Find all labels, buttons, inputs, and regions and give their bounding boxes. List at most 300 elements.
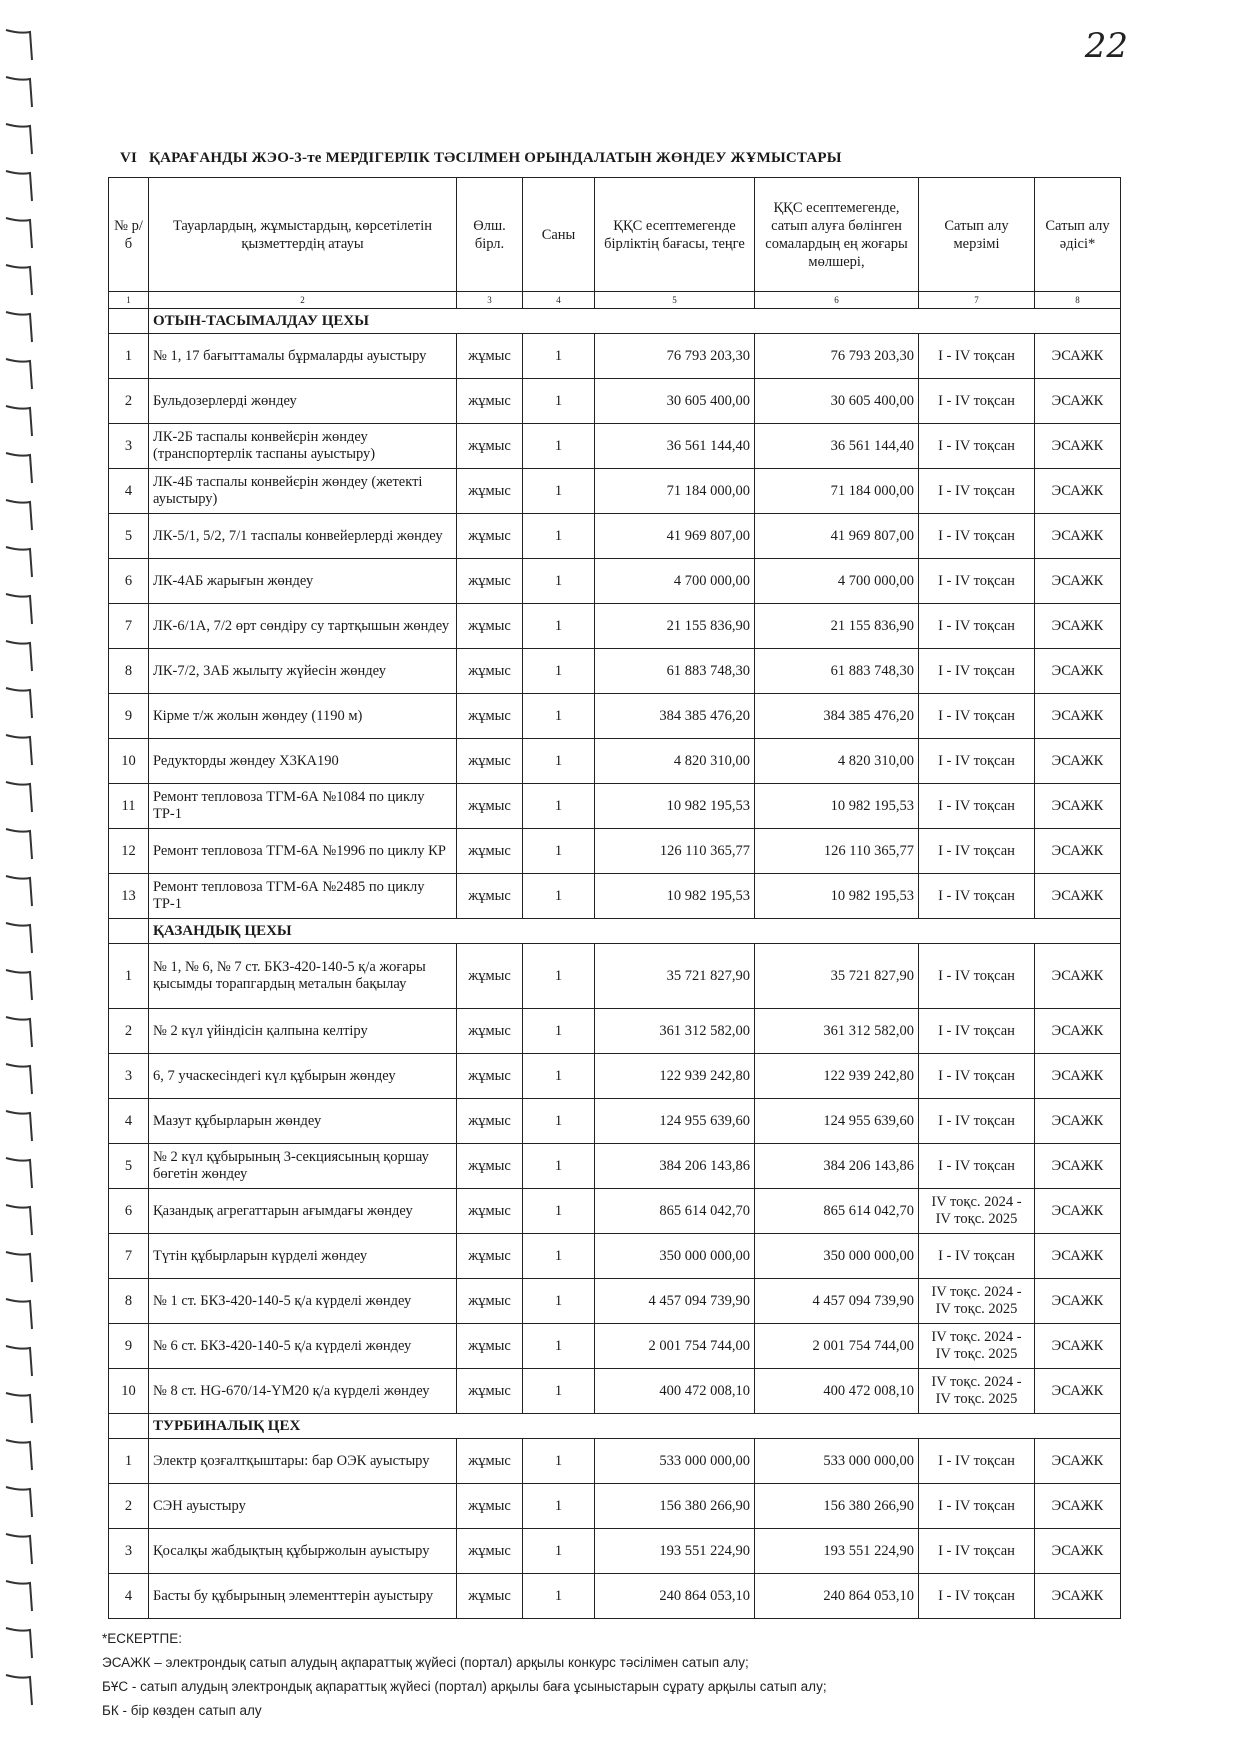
table-row [109,1099,1121,1144]
unit-price-cell: 10 982 195,53 [595,874,755,919]
row-number: 5 [109,1144,149,1189]
row-number: 11 [109,784,149,829]
binding-mark [6,923,32,953]
max-amount-cell: 122 939 242,80 [755,1054,919,1099]
unit-price-cell: 61 883 748,30 [595,649,755,694]
quantity-cell: 1 [523,694,595,739]
quantity-cell: 1 [523,1484,595,1529]
purchase-period-cell: I - IV тоқсан [919,694,1035,739]
max-amount-cell: 4 820 310,00 [755,739,919,784]
unit-price-cell: 36 561 144,40 [595,424,755,469]
unit-cell: жұмыс [457,1439,523,1484]
purchase-method-cell: ЭСАЖК [1035,1484,1121,1529]
row-number: 4 [109,1099,149,1144]
work-name: 6, 7 учаскесіндегі күл құбырын жөндеу [149,1054,457,1099]
purchase-method-cell: ЭСАЖК [1035,1574,1121,1619]
binding-mark [6,1675,32,1705]
row-number: 3 [109,424,149,469]
header-price: ҚҚС есептемегенде бірліктің бағасы, теңге [595,178,755,292]
row-number: 4 [109,469,149,514]
purchase-period-cell: I - IV тоқсан [919,604,1035,649]
quantity-cell: 1 [523,874,595,919]
binding-mark [6,1158,32,1188]
purchase-method-cell: ЭСАЖК [1035,944,1121,1009]
quantity-cell: 1 [523,829,595,874]
binding-mark [6,265,32,295]
column-number: 4 [523,292,595,309]
unit-cell: жұмыс [457,944,523,1009]
unit-price-cell: 71 184 000,00 [595,469,755,514]
section-empty-cell [109,309,149,334]
row-number: 3 [109,1054,149,1099]
section-number: VI [120,150,138,166]
table-row [109,469,1121,514]
purchase-period-cell: I - IV тоқсан [919,1054,1035,1099]
quantity-cell: 1 [523,1054,595,1099]
table-row [109,829,1121,874]
purchase-method-cell: ЭСАЖК [1035,1054,1121,1099]
work-name: № 2 күл үйіндісін қалпына келтіру [149,1009,457,1054]
quantity-cell: 1 [523,1439,595,1484]
binding-mark [6,359,32,389]
purchase-period-cell: I - IV тоқсан [919,1529,1035,1574]
purchase-period-cell: I - IV тоқсан [919,514,1035,559]
purchase-period-cell: IV тоқс. 2024 - IV тоқс. 2025 [919,1189,1035,1234]
unit-price-cell: 350 000 000,00 [595,1234,755,1279]
table-row [109,379,1121,424]
section-title: ОТЫН-ТАСЫМАЛДАУ ЦЕХЫ [149,309,1121,334]
quantity-cell: 1 [523,784,595,829]
handwritten-page-number: 22 [1084,26,1128,66]
unit-cell: жұмыс [457,379,523,424]
binding-mark [6,688,32,718]
max-amount-cell: 41 969 807,00 [755,514,919,559]
binding-mark [6,1299,32,1329]
row-number: 13 [109,874,149,919]
quantity-cell: 1 [523,1189,595,1234]
binding-mark [6,594,32,624]
unit-price-cell: 384 206 143,86 [595,1144,755,1189]
work-name: Ремонт тепловоза ТГМ-6А №1084 по циклу ТР-1 [149,784,457,829]
table-row [109,1574,1121,1619]
unit-cell: жұмыс [457,559,523,604]
purchase-method-cell: ЭСАЖК [1035,1234,1121,1279]
max-amount-cell: 35 721 827,90 [755,944,919,1009]
max-amount-cell: 361 312 582,00 [755,1009,919,1054]
unit-price-cell: 4 820 310,00 [595,739,755,784]
header-unit: Өлш. бірл. [457,178,523,292]
purchase-method-cell: ЭСАЖК [1035,1369,1121,1414]
header-method: Сатып алу әдісі* [1035,178,1121,292]
row-number: 8 [109,1279,149,1324]
unit-cell: жұмыс [457,694,523,739]
row-number: 7 [109,1234,149,1279]
binding-mark [6,1064,32,1094]
column-number: 8 [1035,292,1121,309]
purchase-method-cell: ЭСАЖК [1035,1529,1121,1574]
unit-cell: жұмыс [457,784,523,829]
max-amount-cell: 350 000 000,00 [755,1234,919,1279]
quantity-cell: 1 [523,424,595,469]
unit-price-cell: 122 939 242,80 [595,1054,755,1099]
purchase-period-cell: I - IV тоқсан [919,1144,1035,1189]
unit-price-cell: 2 001 754 744,00 [595,1324,755,1369]
purchase-method-cell: ЭСАЖК [1035,604,1121,649]
work-name: ЛК-4АБ жарығын жөндеу [149,559,457,604]
header-qty: Саны [523,178,595,292]
unit-price-cell: 384 385 476,20 [595,694,755,739]
purchase-period-cell: I - IV тоқсан [919,1574,1035,1619]
unit-cell: жұмыс [457,1234,523,1279]
row-number: 1 [109,334,149,379]
max-amount-cell: 156 380 266,90 [755,1484,919,1529]
max-amount-cell: 124 955 639,60 [755,1099,919,1144]
row-number: 1 [109,1439,149,1484]
unit-price-cell: 30 605 400,00 [595,379,755,424]
binding-mark [6,1205,32,1235]
table-row [109,1234,1121,1279]
binding-mark [6,171,32,201]
binding-edge [0,0,50,1754]
row-number: 7 [109,604,149,649]
unit-cell: жұмыс [457,829,523,874]
work-name: Ремонт тепловоза ТГМ-6А №2485 по циклу ТР-1 [149,874,457,919]
header-num: № р/б [109,178,149,292]
column-number: 5 [595,292,755,309]
column-number-row [109,292,1121,309]
quantity-cell: 1 [523,944,595,1009]
max-amount-cell: 126 110 365,77 [755,829,919,874]
purchase-period-cell: I - IV тоқсан [919,1009,1035,1054]
section-title: ТУРБИНАЛЫҚ ЦЕХ [149,1414,1121,1439]
quantity-cell: 1 [523,379,595,424]
row-number: 9 [109,1324,149,1369]
max-amount-cell: 30 605 400,00 [755,379,919,424]
binding-mark [6,1487,32,1517]
table-row [109,1054,1121,1099]
unit-price-cell: 4 700 000,00 [595,559,755,604]
unit-price-cell: 193 551 224,90 [595,1529,755,1574]
header-name: Тауарлардың, жұмыстардың, көрсетілетін қызметтердің атауы [149,178,457,292]
unit-cell: жұмыс [457,424,523,469]
max-amount-cell: 865 614 042,70 [755,1189,919,1234]
max-amount-cell: 400 472 008,10 [755,1369,919,1414]
purchase-method-cell: ЭСАЖК [1035,649,1121,694]
purchase-period-cell: I - IV тоқсан [919,1439,1035,1484]
row-number: 6 [109,559,149,604]
binding-mark [6,1017,32,1047]
unit-cell: жұмыс [457,1009,523,1054]
purchase-period-cell: IV тоқс. 2024 - IV тоқс. 2025 [919,1369,1035,1414]
binding-mark [6,453,32,483]
quantity-cell: 1 [523,514,595,559]
header-row [109,178,1121,292]
max-amount-cell: 4 457 094 739,90 [755,1279,919,1324]
row-number: 2 [109,379,149,424]
binding-mark [6,1346,32,1376]
binding-mark [6,1628,32,1658]
purchase-period-cell: I - IV тоқсан [919,1234,1035,1279]
notes-heading: *ЕСКЕРТПЕ: [102,1631,182,1646]
unit-price-cell: 35 721 827,90 [595,944,755,1009]
row-number: 9 [109,694,149,739]
max-amount-cell: 240 864 053,10 [755,1574,919,1619]
max-amount-cell: 384 385 476,20 [755,694,919,739]
binding-mark [6,876,32,906]
row-number: 10 [109,739,149,784]
binding-mark [6,312,32,342]
row-number: 2 [109,1484,149,1529]
unit-price-cell: 126 110 365,77 [595,829,755,874]
column-number: 6 [755,292,919,309]
row-number: 12 [109,829,149,874]
binding-mark [6,970,32,1000]
column-number: 7 [919,292,1035,309]
title-text: ҚАРАҒАНДЫ ЖЭО-3-те МЕРДІГЕРЛІК ТӘСІЛМЕН ОРЫНДАЛАТЫН ЖӨНДЕУ ЖҰМЫСТАРЫ [149,150,842,166]
row-number: 8 [109,649,149,694]
unit-cell: жұмыс [457,649,523,694]
purchase-period-cell: I - IV тоқсан [919,739,1035,784]
unit-cell: жұмыс [457,874,523,919]
max-amount-cell: 71 184 000,00 [755,469,919,514]
work-name: № 1, 17 бағыттамалы бұрмаларды ауыстыру [149,334,457,379]
section-header-row [109,919,1121,944]
purchase-method-cell: ЭСАЖК [1035,334,1121,379]
purchase-period-cell: IV тоқс. 2024 - IV тоқс. 2025 [919,1324,1035,1369]
table-row [109,1529,1121,1574]
work-name: Қазандық агрегаттарын ағымдағы жөндеу [149,1189,457,1234]
purchase-method-cell: ЭСАЖК [1035,1279,1121,1324]
purchase-period-cell: I - IV тоқсан [919,1099,1035,1144]
row-number: 2 [109,1009,149,1054]
table-row [109,514,1121,559]
row-number: 3 [109,1529,149,1574]
max-amount-cell: 533 000 000,00 [755,1439,919,1484]
column-number: 2 [149,292,457,309]
max-amount-cell: 4 700 000,00 [755,559,919,604]
work-name: № 1 ст. БКЗ-420-140-5 қ/а күрделі жөндеу [149,1279,457,1324]
unit-cell: жұмыс [457,739,523,784]
binding-mark [6,1534,32,1564]
table-row [109,1144,1121,1189]
max-amount-cell: 10 982 195,53 [755,784,919,829]
unit-price-cell: 865 614 042,70 [595,1189,755,1234]
unit-price-cell: 10 982 195,53 [595,784,755,829]
purchase-method-cell: ЭСАЖК [1035,379,1121,424]
table-row [109,739,1121,784]
table-row [109,694,1121,739]
table-row [109,1369,1121,1414]
binding-mark [6,124,32,154]
purchase-period-cell: I - IV тоқсан [919,944,1035,1009]
purchase-period-cell: I - IV тоқсан [919,1484,1035,1529]
header-total: ҚҚС есептемегенде, сатып алуға бөлінген сомалардың ең жоғары мөлшері, [755,178,919,292]
quantity-cell: 1 [523,559,595,604]
purchase-period-cell: I - IV тоқсан [919,649,1035,694]
binding-mark [6,782,32,812]
binding-mark [6,218,32,248]
unit-cell: жұмыс [457,1099,523,1144]
unit-cell: жұмыс [457,334,523,379]
column-number: 1 [109,292,149,309]
table-row [109,1439,1121,1484]
table-row [109,1324,1121,1369]
binding-mark [6,500,32,530]
work-name: Басты бу құбырының элементтерін ауыстыру [149,1574,457,1619]
unit-price-cell: 400 472 008,10 [595,1369,755,1414]
max-amount-cell: 61 883 748,30 [755,649,919,694]
binding-mark [6,1581,32,1611]
quantity-cell: 1 [523,1234,595,1279]
work-name: № 8 ст. HG-670/14-YM20 қ/а күрделі жөндеу [149,1369,457,1414]
purchase-method-cell: ЭСАЖК [1035,694,1121,739]
unit-cell: жұмыс [457,1484,523,1529]
unit-cell: жұмыс [457,469,523,514]
max-amount-cell: 76 793 203,30 [755,334,919,379]
work-name: № 6 ст. БКЗ-420-140-5 қ/а күрделі жөндеу [149,1324,457,1369]
row-number: 10 [109,1369,149,1414]
work-name: СЭН ауыстыру [149,1484,457,1529]
max-amount-cell: 21 155 836,90 [755,604,919,649]
table-row [109,649,1121,694]
unit-cell: жұмыс [457,1369,523,1414]
work-name: ЛК-7/2, 3АБ жылыту жүйесін жөндеу [149,649,457,694]
section-header-row [109,309,1121,334]
row-number: 5 [109,514,149,559]
unit-cell: жұмыс [457,1529,523,1574]
binding-mark [6,1252,32,1282]
work-name: Кірме т/ж жолын жөндеу (1190 м) [149,694,457,739]
table-row [109,1189,1121,1234]
note-bus: БҰС - сатып алудың электрондық ақпараттық жүйесі (портал) арқылы баға ұсыныстарын сұрату арқылы сатып алу; [102,1679,827,1694]
quantity-cell: 1 [523,1529,595,1574]
max-amount-cell: 193 551 224,90 [755,1529,919,1574]
binding-mark [6,641,32,671]
purchase-method-cell: ЭСАЖК [1035,1144,1121,1189]
purchase-period-cell: I - IV тоқсан [919,784,1035,829]
quantity-cell: 1 [523,1144,595,1189]
purchase-method-cell: ЭСАЖК [1035,874,1121,919]
table-row [109,559,1121,604]
table-row [109,1484,1121,1529]
unit-price-cell: 240 864 053,10 [595,1574,755,1619]
quantity-cell: 1 [523,1009,595,1054]
unit-cell: жұмыс [457,1324,523,1369]
quantity-cell: 1 [523,1324,595,1369]
document-title [120,150,842,167]
binding-mark [6,77,32,107]
binding-mark [6,1440,32,1470]
quantity-cell: 1 [523,469,595,514]
section-header-row [109,1414,1121,1439]
purchase-period-cell: I - IV тоқсан [919,829,1035,874]
unit-cell: жұмыс [457,514,523,559]
work-name: ЛК-2Б таспалы конвейєрін жөндеу (транспортерлік таспаны ауыстыру) [149,424,457,469]
purchase-method-cell: ЭСАЖК [1035,829,1121,874]
quantity-cell: 1 [523,334,595,379]
purchase-method-cell: ЭСАЖК [1035,469,1121,514]
purchase-period-cell: I - IV тоқсан [919,424,1035,469]
quantity-cell: 1 [523,1279,595,1324]
purchase-period-cell: I - IV тоқсан [919,874,1035,919]
quantity-cell: 1 [523,739,595,784]
column-number: 3 [457,292,523,309]
binding-mark [6,1111,32,1141]
binding-mark [6,1393,32,1423]
unit-price-cell: 41 969 807,00 [595,514,755,559]
binding-mark [6,406,32,436]
purchase-period-cell: I - IV тоқсан [919,334,1035,379]
purchase-method-cell: ЭСАЖК [1035,424,1121,469]
purchase-method-cell: ЭСАЖК [1035,1439,1121,1484]
purchase-method-cell: ЭСАЖК [1035,1189,1121,1234]
work-name: ЛК-4Б таспалы конвейєрін жөндеу (жетекті ауыстыру) [149,469,457,514]
row-number: 1 [109,944,149,1009]
quantity-cell: 1 [523,604,595,649]
purchase-method-cell: ЭСАЖК [1035,1009,1121,1054]
purchase-method-cell: ЭСАЖК [1035,514,1121,559]
quantity-cell: 1 [523,1099,595,1144]
work-name: ЛК-6/1А, 7/2 өрт сөндіру су тартқышын жөндеу [149,604,457,649]
table-row [109,874,1121,919]
quantity-cell: 1 [523,1574,595,1619]
binding-mark [6,30,32,60]
purchase-period-cell: I - IV тоқсан [919,469,1035,514]
work-name: № 1, № 6, № 7 ст. БКЗ-420-140-5 қ/а жоғары қысымды торапгардың металын бақылау [149,944,457,1009]
table-row [109,334,1121,379]
section-empty-cell [109,1414,149,1439]
unit-price-cell: 124 955 639,60 [595,1099,755,1144]
table-row [109,784,1121,829]
unit-cell: жұмыс [457,1574,523,1619]
purchase-method-cell: ЭСАЖК [1035,1099,1121,1144]
table-row [109,1009,1121,1054]
purchase-period-cell: IV тоқс. 2024 - IV тоқс. 2025 [919,1279,1035,1324]
work-name: Бульдозерлерді жөндеу [149,379,457,424]
section-empty-cell [109,919,149,944]
work-name: Түтін құбырларын күрделі жөндеу [149,1234,457,1279]
purchase-method-cell: ЭСАЖК [1035,739,1121,784]
work-name: Қосалқы жабдықтың құбыржолын ауыстыру [149,1529,457,1574]
unit-price-cell: 21 155 836,90 [595,604,755,649]
unit-price-cell: 4 457 094 739,90 [595,1279,755,1324]
row-number: 4 [109,1574,149,1619]
unit-price-cell: 156 380 266,90 [595,1484,755,1529]
unit-cell: жұмыс [457,1279,523,1324]
unit-price-cell: 361 312 582,00 [595,1009,755,1054]
header-period: Сатып алу мерзімі [919,178,1035,292]
row-number: 6 [109,1189,149,1234]
section-title: ҚАЗАНДЫҚ ЦЕХЫ [149,919,1121,944]
purchase-method-cell: ЭСАЖК [1035,1324,1121,1369]
work-name: Ремонт тепловоза ТГМ-6А №1996 по циклу КР [149,829,457,874]
table-row [109,944,1121,1009]
max-amount-cell: 36 561 144,40 [755,424,919,469]
note-bk: БК - бір көзден сатып алу [102,1703,262,1718]
purchase-period-cell: I - IV тоқсан [919,559,1035,604]
unit-price-cell: 533 000 000,00 [595,1439,755,1484]
binding-mark [6,735,32,765]
purchase-method-cell: ЭСАЖК [1035,784,1121,829]
table-row [109,424,1121,469]
unit-cell: жұмыс [457,1189,523,1234]
binding-mark [6,829,32,859]
work-name: № 2 күл құбырының 3-секциясының қоршау бөгетін жөндеу [149,1144,457,1189]
work-name: Мазут құбырларын жөндеу [149,1099,457,1144]
work-name: Редукторды жөндеу Х3КА190 [149,739,457,784]
max-amount-cell: 384 206 143,86 [755,1144,919,1189]
unit-cell: жұмыс [457,604,523,649]
